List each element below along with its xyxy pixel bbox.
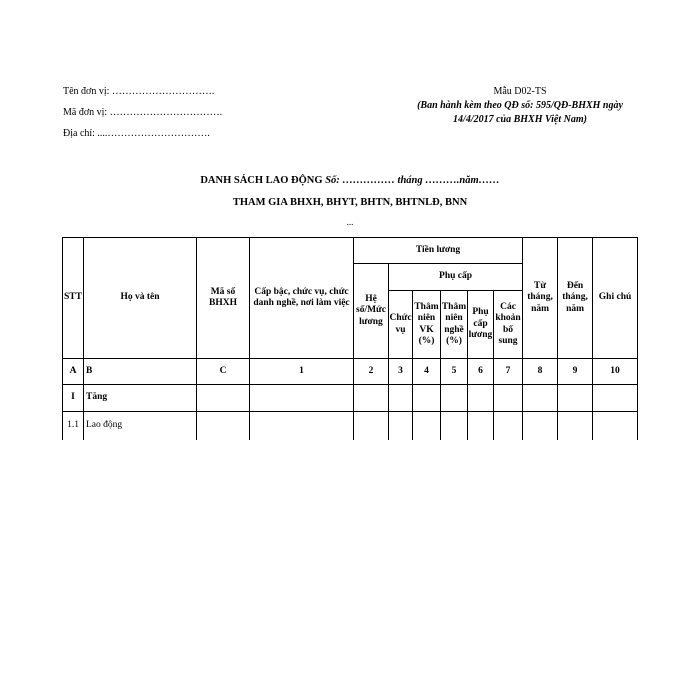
empty-cell	[250, 385, 354, 412]
header-position: Cấp bậc, chức vụ, chức danh nghề, nơi làm việc	[250, 238, 354, 359]
header-bhxh-code: Mã số BHXH	[197, 238, 250, 359]
empty-cell	[523, 385, 558, 412]
index-cell: B	[84, 359, 197, 385]
index-cell: 8	[523, 359, 558, 385]
row-stt: 1.1	[63, 412, 84, 440]
row-stt: I	[63, 385, 84, 412]
empty-cell	[389, 385, 413, 412]
header-tham-nien-nghe: Thâm niên nghề (%)	[441, 291, 468, 359]
empty-cell	[558, 385, 593, 412]
row-name: Lao động	[84, 412, 197, 440]
header-tham-nien-vk: Thâm niên VK (%)	[413, 291, 441, 359]
index-cell: 5	[441, 359, 468, 385]
form-code: Mẫu D02-TS	[493, 86, 547, 97]
empty-cell	[523, 412, 558, 440]
document-subtitle: THAM GIA BHXH, BHYT, BHTN, BHTNLĐ, BNN	[232, 197, 468, 208]
empty-cell	[558, 412, 593, 440]
address-line: Địa chỉ: ....………………………….	[63, 128, 210, 139]
empty-cell	[413, 385, 441, 412]
row-name: Tăng	[84, 385, 197, 412]
empty-cell	[197, 412, 250, 440]
empty-cell	[354, 385, 389, 412]
header-coefficient: Hệ số/Mức lương	[354, 264, 389, 359]
index-cell: 4	[413, 359, 441, 385]
unit-name-line: Tên đơn vị: ………………………….	[63, 86, 215, 97]
header-cac-khoan: Các khoản bổ sung	[494, 291, 523, 359]
header-allowance: Phụ cấp	[389, 264, 523, 291]
header-to: Đến tháng, năm	[558, 238, 593, 359]
table-row	[63, 385, 638, 412]
index-cell: C	[197, 359, 250, 385]
empty-cell	[593, 412, 638, 440]
header-phu-cap-luong: Phụ cấp lương	[468, 291, 494, 359]
index-cell: 1	[250, 359, 354, 385]
empty-cell	[389, 412, 413, 440]
header-note: Ghi chú	[593, 238, 638, 359]
table-row	[63, 412, 638, 440]
index-cell: 10	[593, 359, 638, 385]
employee-table	[62, 237, 638, 440]
index-cell: 9	[558, 359, 593, 385]
empty-cell	[494, 412, 523, 440]
empty-cell	[413, 412, 441, 440]
header-salary: Tiền lương	[354, 238, 523, 264]
index-cell: A	[63, 359, 84, 385]
title-number-period: Số: …………… tháng ……….năm……	[325, 175, 500, 186]
title-dots: ...	[346, 217, 354, 227]
header-from: Từ tháng, năm	[523, 238, 558, 359]
empty-cell	[494, 385, 523, 412]
header-chuc-vu: Chức vụ	[389, 291, 413, 359]
empty-cell	[250, 412, 354, 440]
decision-line-2: 14/4/2017 của BHXH Việt Nam)	[453, 114, 587, 125]
unit-code-line: Mã đơn vị: …………………………….	[63, 107, 223, 118]
empty-cell	[441, 412, 468, 440]
index-cell: 6	[468, 359, 494, 385]
empty-cell	[197, 385, 250, 412]
index-cell: 7	[494, 359, 523, 385]
empty-cell	[468, 385, 494, 412]
empty-cell	[593, 385, 638, 412]
index-cell: 3	[389, 359, 413, 385]
title-main: DANH SÁCH LAO ĐỘNG	[200, 175, 326, 186]
empty-cell	[468, 412, 494, 440]
empty-cell	[441, 385, 468, 412]
decision-line-1: (Ban hành kèm theo QĐ số: 595/QĐ-BHXH ngày	[417, 100, 623, 111]
empty-cell	[354, 412, 389, 440]
header-stt: STT	[63, 238, 84, 359]
index-row	[63, 359, 638, 385]
header-name: Họ và tên	[84, 238, 197, 359]
index-cell: 2	[354, 359, 389, 385]
document-title	[0, 175, 700, 186]
